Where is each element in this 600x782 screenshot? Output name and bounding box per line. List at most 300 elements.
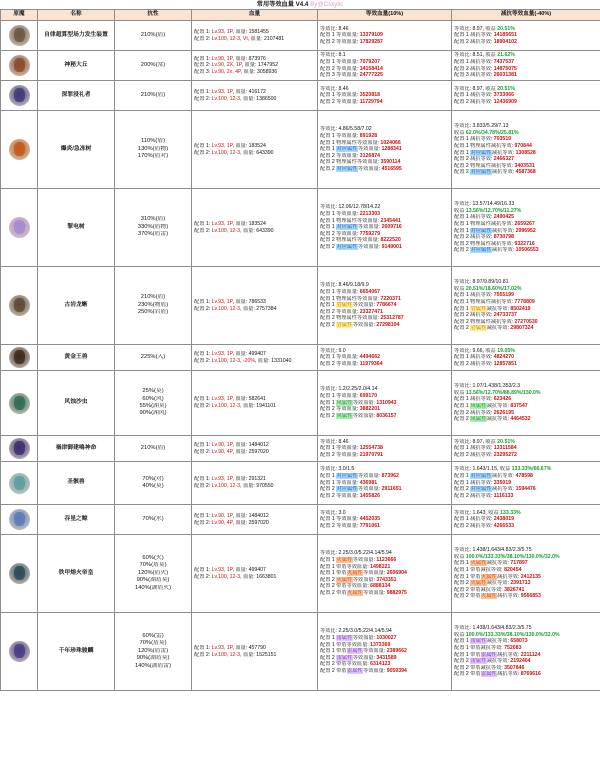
- text-segment: 13.56%/12.70%/88.89%/130.0%: [465, 389, 541, 396]
- text-segment: 等效比: 1.643/1.15, 收益: [454, 466, 512, 473]
- text-segment: , 血量: 1386500: [240, 95, 277, 102]
- text-segment: 配置 1 减抗等效:: [454, 354, 494, 361]
- table-row: [1, 81, 600, 111]
- monster-name: 自律超算型场力发生装置: [38, 21, 115, 51]
- ehp-cell: [318, 535, 452, 613]
- text-segment: 等效血量:: [352, 399, 377, 406]
- hp-line: [194, 221, 317, 228]
- text-segment: 配置 2 减抗等效:: [454, 156, 494, 163]
- text-segment: 雷属性: [336, 654, 353, 661]
- sandworm-icon: [9, 393, 30, 414]
- resistance-value: 170%(盾对): [137, 153, 169, 160]
- hp-line: [194, 403, 317, 410]
- resistance-cell: [115, 81, 192, 111]
- resistance-value: 70%(对): [142, 475, 164, 482]
- text-segment: 配置 2 等效血量:: [320, 406, 360, 413]
- text-segment: 配置 1 带盾: [320, 648, 347, 655]
- resistance-value: 330%(盾物): [137, 223, 169, 230]
- text-segment: 配置 1 减抗等效:: [454, 479, 494, 486]
- text-segment: 2626195: [493, 409, 514, 416]
- text-segment: 等效比: 4.86/5.58/7.02: [320, 126, 372, 133]
- text-segment: 配置 2:: [194, 519, 212, 526]
- text-segment: 6888134: [370, 583, 391, 590]
- ehp-line: [320, 166, 451, 173]
- reduced-ehp-line: [454, 510, 600, 517]
- text-segment: 配置 2 等效血量:: [320, 360, 360, 367]
- reduced-ehp-line: [454, 348, 600, 355]
- hp-line: [194, 520, 317, 527]
- reduced-ehp-line: [454, 390, 600, 397]
- text-segment: 14875075: [493, 65, 517, 72]
- resistance-value: 120%(盾雷): [137, 647, 169, 654]
- text-segment: 478598: [515, 473, 533, 480]
- text-segment: 减抗等效:: [491, 169, 516, 176]
- monster-silhouette: [14, 298, 25, 312]
- text-segment: 配置 2 物理属性减抗等效:: [454, 240, 515, 247]
- text-segment: 配置 1:: [194, 298, 212, 305]
- text-segment: 配置 1 等效血量:: [320, 92, 360, 99]
- text-segment: 配置 1 等效血量:: [320, 288, 360, 295]
- text-segment: 12436909: [493, 98, 517, 105]
- reduced-ehp-line: [454, 547, 600, 554]
- resistance-value: 110%(盾): [140, 138, 166, 145]
- text-segment: 等效血量:: [363, 648, 387, 655]
- golden-wolflord-icon: [9, 347, 30, 368]
- text-segment: 配置 2: [320, 576, 337, 583]
- text-segment: 7786674: [376, 302, 397, 309]
- hp-cell: [192, 21, 318, 51]
- text-segment: 配置 2 等效血量:: [320, 492, 360, 499]
- monster-silhouette: [14, 58, 25, 72]
- reduced-ehp-line: [454, 312, 600, 319]
- resistance-cell: [115, 436, 192, 462]
- text-segment: , 血量: 2107481: [247, 35, 285, 42]
- text-segment: 2389662: [386, 648, 407, 655]
- text-segment: 配置 2 带盾等效血量:: [320, 583, 371, 590]
- text-segment: 等效比: 8.46: [320, 25, 349, 32]
- text-segment: Lv.90, 2x, 4P: [211, 68, 241, 75]
- text-segment: 配置 1: [454, 560, 471, 567]
- reduced-ehp-line: [454, 554, 600, 561]
- text-segment: Lv.93, 1P: [211, 566, 233, 573]
- text-segment: 火属性: [347, 570, 363, 577]
- text-segment: 雷属性: [481, 671, 497, 678]
- hp-line: [194, 574, 317, 581]
- text-segment: Lv.100, 12-3: [211, 227, 241, 234]
- reduced-ehp-line: [454, 567, 600, 574]
- text-segment: 配置 1: [320, 556, 337, 563]
- text-segment: 11729794: [359, 98, 383, 105]
- monster-icon-cell: [1, 81, 38, 111]
- ehp-line: [320, 564, 451, 571]
- text-segment: 等效比: 8.97, 收益: [454, 25, 498, 32]
- reduced-ehp-cell: [452, 81, 600, 111]
- text-segment: 配置 1: [320, 473, 337, 480]
- text-segment: 配置 2 带盾减抗等效:: [454, 664, 505, 671]
- text-segment: 8769616: [520, 671, 541, 678]
- text-segment: Lv.93, 1P: [211, 142, 233, 149]
- text-segment: 配置 1 物理属性减抗等效:: [454, 142, 515, 149]
- text-segment: 133.33%/66.67%: [511, 466, 552, 473]
- text-segment: Lv.100, 12-3, Vt: [211, 35, 248, 42]
- resistance-value: 225%(入): [140, 353, 166, 360]
- reduced-ehp-line: [454, 136, 600, 143]
- reduced-ehp-line: [454, 163, 600, 170]
- text-segment: 配置 2: [454, 658, 471, 665]
- text-segment: 133.33%: [500, 509, 521, 516]
- hp-line: [194, 29, 317, 36]
- text-segment: , 血量: 183524: [232, 220, 266, 227]
- text-segment: 配置 2: [320, 486, 337, 493]
- table-row: [1, 345, 600, 371]
- text-segment: 3733066: [493, 92, 514, 99]
- text-segment: 2438019: [493, 516, 514, 523]
- byline: By@Csxylic: [310, 1, 344, 8]
- text-segment: 配置 2:: [194, 448, 212, 455]
- reduced-ehp-line: [454, 439, 600, 446]
- text-segment: 9322716: [514, 240, 535, 247]
- resistance-value: 140%(湖盾雷): [134, 662, 172, 669]
- reduced-ehp-line: [454, 52, 600, 59]
- ehp-line: [320, 59, 451, 66]
- resistance-value: 60%(风): [142, 395, 164, 402]
- reduced-ehp-line: [454, 645, 600, 652]
- text-segment: 2609716: [381, 224, 402, 231]
- reduced-ehp-line: [454, 86, 600, 93]
- text-segment: 配置 2: [454, 416, 471, 423]
- text-segment: 配置 2:: [194, 227, 212, 234]
- whale-icon: [9, 509, 30, 530]
- text-segment: 7791061: [359, 522, 380, 529]
- ehp-line: [320, 315, 451, 322]
- text-segment: 等效比: 8.51, 收益: [454, 52, 498, 59]
- text-segment: 配置 1: [320, 224, 337, 231]
- ehp-cell: [318, 111, 452, 189]
- text-segment: , 血量: 1747952: [241, 62, 279, 69]
- text-segment: 火属性: [336, 556, 353, 563]
- text-segment: 配置 1 等效血量:: [320, 32, 360, 39]
- ehp-line: [320, 557, 451, 564]
- text-segment: 配置 1 等效血量:: [320, 132, 360, 139]
- text-segment: 等效比: 1.438/1.643/4.83/2.3/5.75: [454, 546, 532, 553]
- text-segment: 2911651: [381, 486, 402, 493]
- text-segment: 100.0%/133.33%/38.10%/130.0%/32.0%: [465, 553, 560, 560]
- reduced-ehp-line: [454, 493, 600, 500]
- text-segment: 岩属性: [470, 325, 487, 332]
- text-segment: 等效血量:: [352, 654, 377, 661]
- text-segment: 配置 1 减抗等效:: [454, 136, 494, 143]
- ehp-line: [320, 211, 451, 218]
- reduced-ehp-cell: [452, 613, 600, 691]
- text-segment: Lv.90, 1P: [211, 441, 233, 448]
- text-segment: 配置 1 减抗等效:: [454, 32, 494, 39]
- text-segment: 等效血量:: [352, 576, 377, 583]
- abyss-icon: [9, 85, 30, 106]
- text-segment: 配置 2 等效血量:: [320, 522, 360, 529]
- ehp-line: [320, 322, 451, 329]
- reduced-ehp-cell: [452, 371, 600, 436]
- text-segment: 1310943: [376, 399, 397, 406]
- ehp-line: [320, 486, 451, 493]
- text-segment: 等效血量:: [357, 166, 382, 173]
- resistance-value: 230%(物盾): [137, 301, 169, 308]
- text-segment: 623426: [493, 396, 512, 403]
- table-row: [1, 505, 600, 535]
- ehp-line: [320, 99, 451, 106]
- text-segment: 等效血量:: [352, 302, 377, 309]
- ehp-cell: [318, 613, 452, 691]
- hp-line: [194, 89, 317, 96]
- reduced-ehp-line: [454, 403, 600, 410]
- pearl-qilin-icon: [9, 641, 30, 662]
- electro-tree-icon: [9, 217, 30, 238]
- reduced-ehp-line: [454, 32, 600, 39]
- hp-line: [194, 645, 317, 652]
- text-segment: 减抗等效:: [497, 651, 521, 658]
- text-segment: 等效血量:: [357, 244, 382, 251]
- hp-line: [194, 228, 317, 235]
- ehp-line: [320, 126, 451, 133]
- text-segment: 9566853: [520, 593, 541, 600]
- text-segment: , 血量: 183524: [232, 142, 266, 149]
- hp-line: [194, 306, 317, 313]
- reduced-ehp-line: [454, 625, 600, 632]
- text-segment: 820454: [504, 566, 522, 573]
- text-segment: , 血量: 1484012: [232, 512, 269, 519]
- table-row: [1, 51, 600, 81]
- reduced-ehp-cell: [452, 21, 600, 51]
- text-segment: 配置 2 带盾: [320, 590, 347, 597]
- resistance-cell: [115, 371, 192, 436]
- resistance-value: 40%(莫): [142, 483, 164, 489]
- resistance-value: 60%(火): [142, 554, 164, 561]
- reduced-ehp-line: [454, 66, 600, 73]
- text-segment: 配置 2:: [194, 651, 212, 658]
- reduced-ehp-cell: [452, 436, 600, 462]
- text-segment: 等效比: 2.25/3.0/5.22/4.14/5.94: [320, 550, 392, 557]
- text-segment: 24777225: [359, 72, 383, 79]
- text-segment: 配置 1:: [194, 88, 212, 95]
- ehp-line: [320, 231, 451, 238]
- ehp-line: [320, 244, 451, 251]
- ehp-line: [320, 86, 451, 93]
- text-segment: 等效血量:: [363, 668, 387, 675]
- text-segment: 8502419: [510, 305, 531, 312]
- text-segment: 配置 2: [320, 654, 337, 661]
- monster-name: 古岩龙蜥: [38, 267, 115, 345]
- text-segment: 配置 2 减抗等效:: [454, 38, 494, 45]
- text-segment: 等效血量:: [357, 486, 382, 493]
- text-segment: 配置 1 带盾减抗等效:: [454, 644, 505, 651]
- reduced-ehp-line: [454, 652, 600, 659]
- text-segment: 配置 1: [320, 146, 337, 153]
- monster-name: 神秘大丘: [38, 51, 115, 81]
- header-row: [1, 10, 600, 21]
- ehp-table: [0, 9, 600, 691]
- text-segment: 配置 1: [454, 638, 471, 645]
- text-segment: 1024066: [380, 139, 401, 146]
- consecrated-beast-icon: [9, 473, 30, 494]
- text-segment: 配置 2:: [194, 149, 212, 156]
- reduced-ehp-line: [454, 59, 600, 66]
- text-segment: 等效血量:: [352, 412, 377, 419]
- monster-name: 吞星之鲸: [38, 505, 115, 535]
- resistance-value: 55%(湖莫): [139, 403, 167, 409]
- text-segment: 配置 2: [320, 166, 337, 173]
- text-segment: 等效比: 2.25/3.0/5.22/4.14/5.94: [320, 628, 392, 635]
- text-segment: 8222520: [380, 237, 401, 244]
- ehp-cell: [318, 189, 452, 267]
- text-segment: 对应属性: [336, 473, 358, 480]
- text-segment: 配置 2 减抗等效:: [454, 522, 494, 529]
- text-segment: 2466327: [493, 156, 514, 163]
- text-segment: 配置 2 物理属性减抗等效:: [454, 162, 515, 169]
- text-segment: 19.05%: [497, 347, 515, 354]
- text-segment: 等效比: 3.0/1.5: [320, 466, 355, 473]
- ehp-line: [320, 146, 451, 153]
- text-segment: 减抗等效:: [486, 403, 511, 409]
- reduced-ehp-line: [454, 234, 600, 241]
- text-segment: 配置 2 减抗等效:: [454, 409, 494, 416]
- text-segment: 配置 2 减抗等效:: [454, 312, 494, 319]
- text-segment: 减抗等效:: [486, 580, 511, 587]
- monster-name: 圣骸兽: [38, 462, 115, 505]
- text-segment: 13.56%/12.70%/11.27%: [465, 207, 522, 214]
- text-segment: 配置 1 物理属性等效血量:: [320, 217, 381, 224]
- text-segment: , 血量: 786533: [232, 298, 266, 305]
- table-row: [1, 371, 600, 436]
- hp-line: [194, 69, 317, 76]
- text-segment: 1498221: [370, 563, 391, 570]
- hp-cell: [192, 505, 318, 535]
- hp-line: [194, 567, 317, 574]
- text-segment: 对应属性: [470, 227, 492, 234]
- col-header-monster: 原魔: [1, 10, 38, 21]
- hp-line: [194, 483, 317, 490]
- resistance-value: 70%(盾莫): [139, 640, 167, 647]
- text-segment: 等效比: 8.97, 收益: [454, 85, 498, 92]
- reduced-ehp-cell: [452, 267, 600, 345]
- ehp-line: [320, 296, 451, 303]
- monster-name: 黄金王兽: [38, 345, 115, 371]
- text-segment: 等效比: 1.2/2.25/2.0/4.14: [320, 386, 378, 393]
- hp-line: [194, 652, 317, 659]
- text-segment: 2213303: [359, 210, 380, 217]
- text-segment: , 血量: 2597020: [232, 448, 269, 455]
- text-segment: 等效血量:: [352, 556, 377, 563]
- text-segment: 3826741: [504, 586, 525, 593]
- text-segment: 配置 2: [320, 412, 337, 419]
- col-header-reduced-ehp: 减抗等效血量(-40%): [452, 10, 600, 21]
- ehp-line: [320, 282, 451, 289]
- text-segment: 收益: [454, 389, 466, 396]
- text-segment: 配置 1 等效血量:: [320, 354, 360, 361]
- text-segment: 对应属性: [470, 473, 492, 480]
- reduced-ehp-line: [454, 279, 600, 286]
- ehp-line: [320, 26, 451, 33]
- hp-line: [194, 96, 317, 103]
- text-segment: 436981: [359, 479, 378, 486]
- text-segment: Lv.90, 4P: [211, 448, 233, 455]
- text-segment: 配置 1: [454, 305, 471, 312]
- ehp-line: [320, 159, 451, 166]
- text-segment: 减抗等效:: [486, 325, 511, 332]
- text-segment: , 血量: 643390: [240, 227, 274, 234]
- text-segment: 配置 2: [454, 247, 471, 254]
- ehp-cell: [318, 462, 452, 505]
- monster-name: 禍津御建鳴神命: [38, 436, 115, 462]
- monster-silhouette: [14, 350, 25, 364]
- ehp-line: [320, 583, 451, 590]
- text-segment: 配置 2: [454, 169, 471, 176]
- text-segment: 等效血量:: [357, 146, 382, 153]
- text-segment: 配置 1:: [194, 644, 212, 651]
- text-segment: 配置 1: [320, 302, 337, 309]
- ehp-line: [320, 590, 451, 597]
- text-segment: 配置 1 等效血量:: [320, 445, 360, 452]
- text-segment: 8730798: [493, 234, 514, 241]
- text-segment: 873962: [381, 473, 399, 480]
- text-segment: 配置 2 带盾: [454, 593, 481, 600]
- reduced-ehp-line: [454, 214, 600, 221]
- resistance-cell: [115, 535, 192, 613]
- text-segment: Lv.93, 1P: [211, 220, 233, 227]
- text-segment: , 血量: 1581455: [232, 28, 269, 35]
- text-segment: 335019: [493, 479, 512, 486]
- text-segment: 等效血量:: [357, 473, 382, 480]
- text-segment: 配置 1:: [194, 28, 212, 35]
- reduced-ehp-line: [454, 228, 600, 235]
- text-segment: 2345441: [380, 217, 401, 224]
- text-segment: 4587368: [515, 169, 536, 176]
- ehp-line: [320, 386, 451, 393]
- reduced-ehp-line: [454, 396, 600, 403]
- text-segment: 等效血量:: [363, 570, 387, 577]
- ehp-line: [320, 39, 451, 46]
- reduced-ehp-line: [454, 486, 600, 493]
- text-segment: 658073: [510, 638, 528, 645]
- text-segment: Lv.100, 12-3, -20%: [211, 357, 256, 364]
- text-segment: 配置 2: [320, 244, 337, 251]
- reduced-ehp-line: [454, 123, 600, 130]
- text-segment: 1455826: [359, 492, 380, 499]
- monster-icon-cell: [1, 51, 38, 81]
- text-segment: 配置 2: [320, 322, 337, 329]
- text-segment: 配置 2 物理属性等效血量:: [320, 315, 381, 322]
- hp-cell: [192, 462, 318, 505]
- text-segment: 等效比: 8.1: [320, 52, 346, 59]
- text-segment: 7759279: [359, 230, 380, 237]
- monster-icon-cell: [1, 345, 38, 371]
- text-segment: 2211124: [520, 651, 541, 658]
- col-header-name: 名称: [38, 10, 115, 21]
- page-title: [0, 0, 600, 9]
- text-segment: Lv.93, 1P: [211, 298, 233, 305]
- text-segment: 配置 1:: [194, 476, 212, 483]
- reduced-ehp-cell: [452, 189, 600, 267]
- text-segment: 减抗等效:: [486, 305, 511, 312]
- reduced-ehp-line: [454, 299, 600, 306]
- text-segment: 雷属性: [347, 648, 363, 655]
- reduced-ehp-line: [454, 416, 600, 423]
- text-segment: 减抗等效:: [486, 658, 511, 665]
- text-segment: 配置 1:: [194, 441, 212, 448]
- text-segment: 雷属性: [481, 651, 497, 658]
- text-segment: , 血量: 1941101: [240, 403, 277, 409]
- text-segment: Lv.93, 1P: [211, 396, 233, 403]
- text-segment: 风属性: [336, 399, 353, 406]
- table-row: [1, 535, 600, 613]
